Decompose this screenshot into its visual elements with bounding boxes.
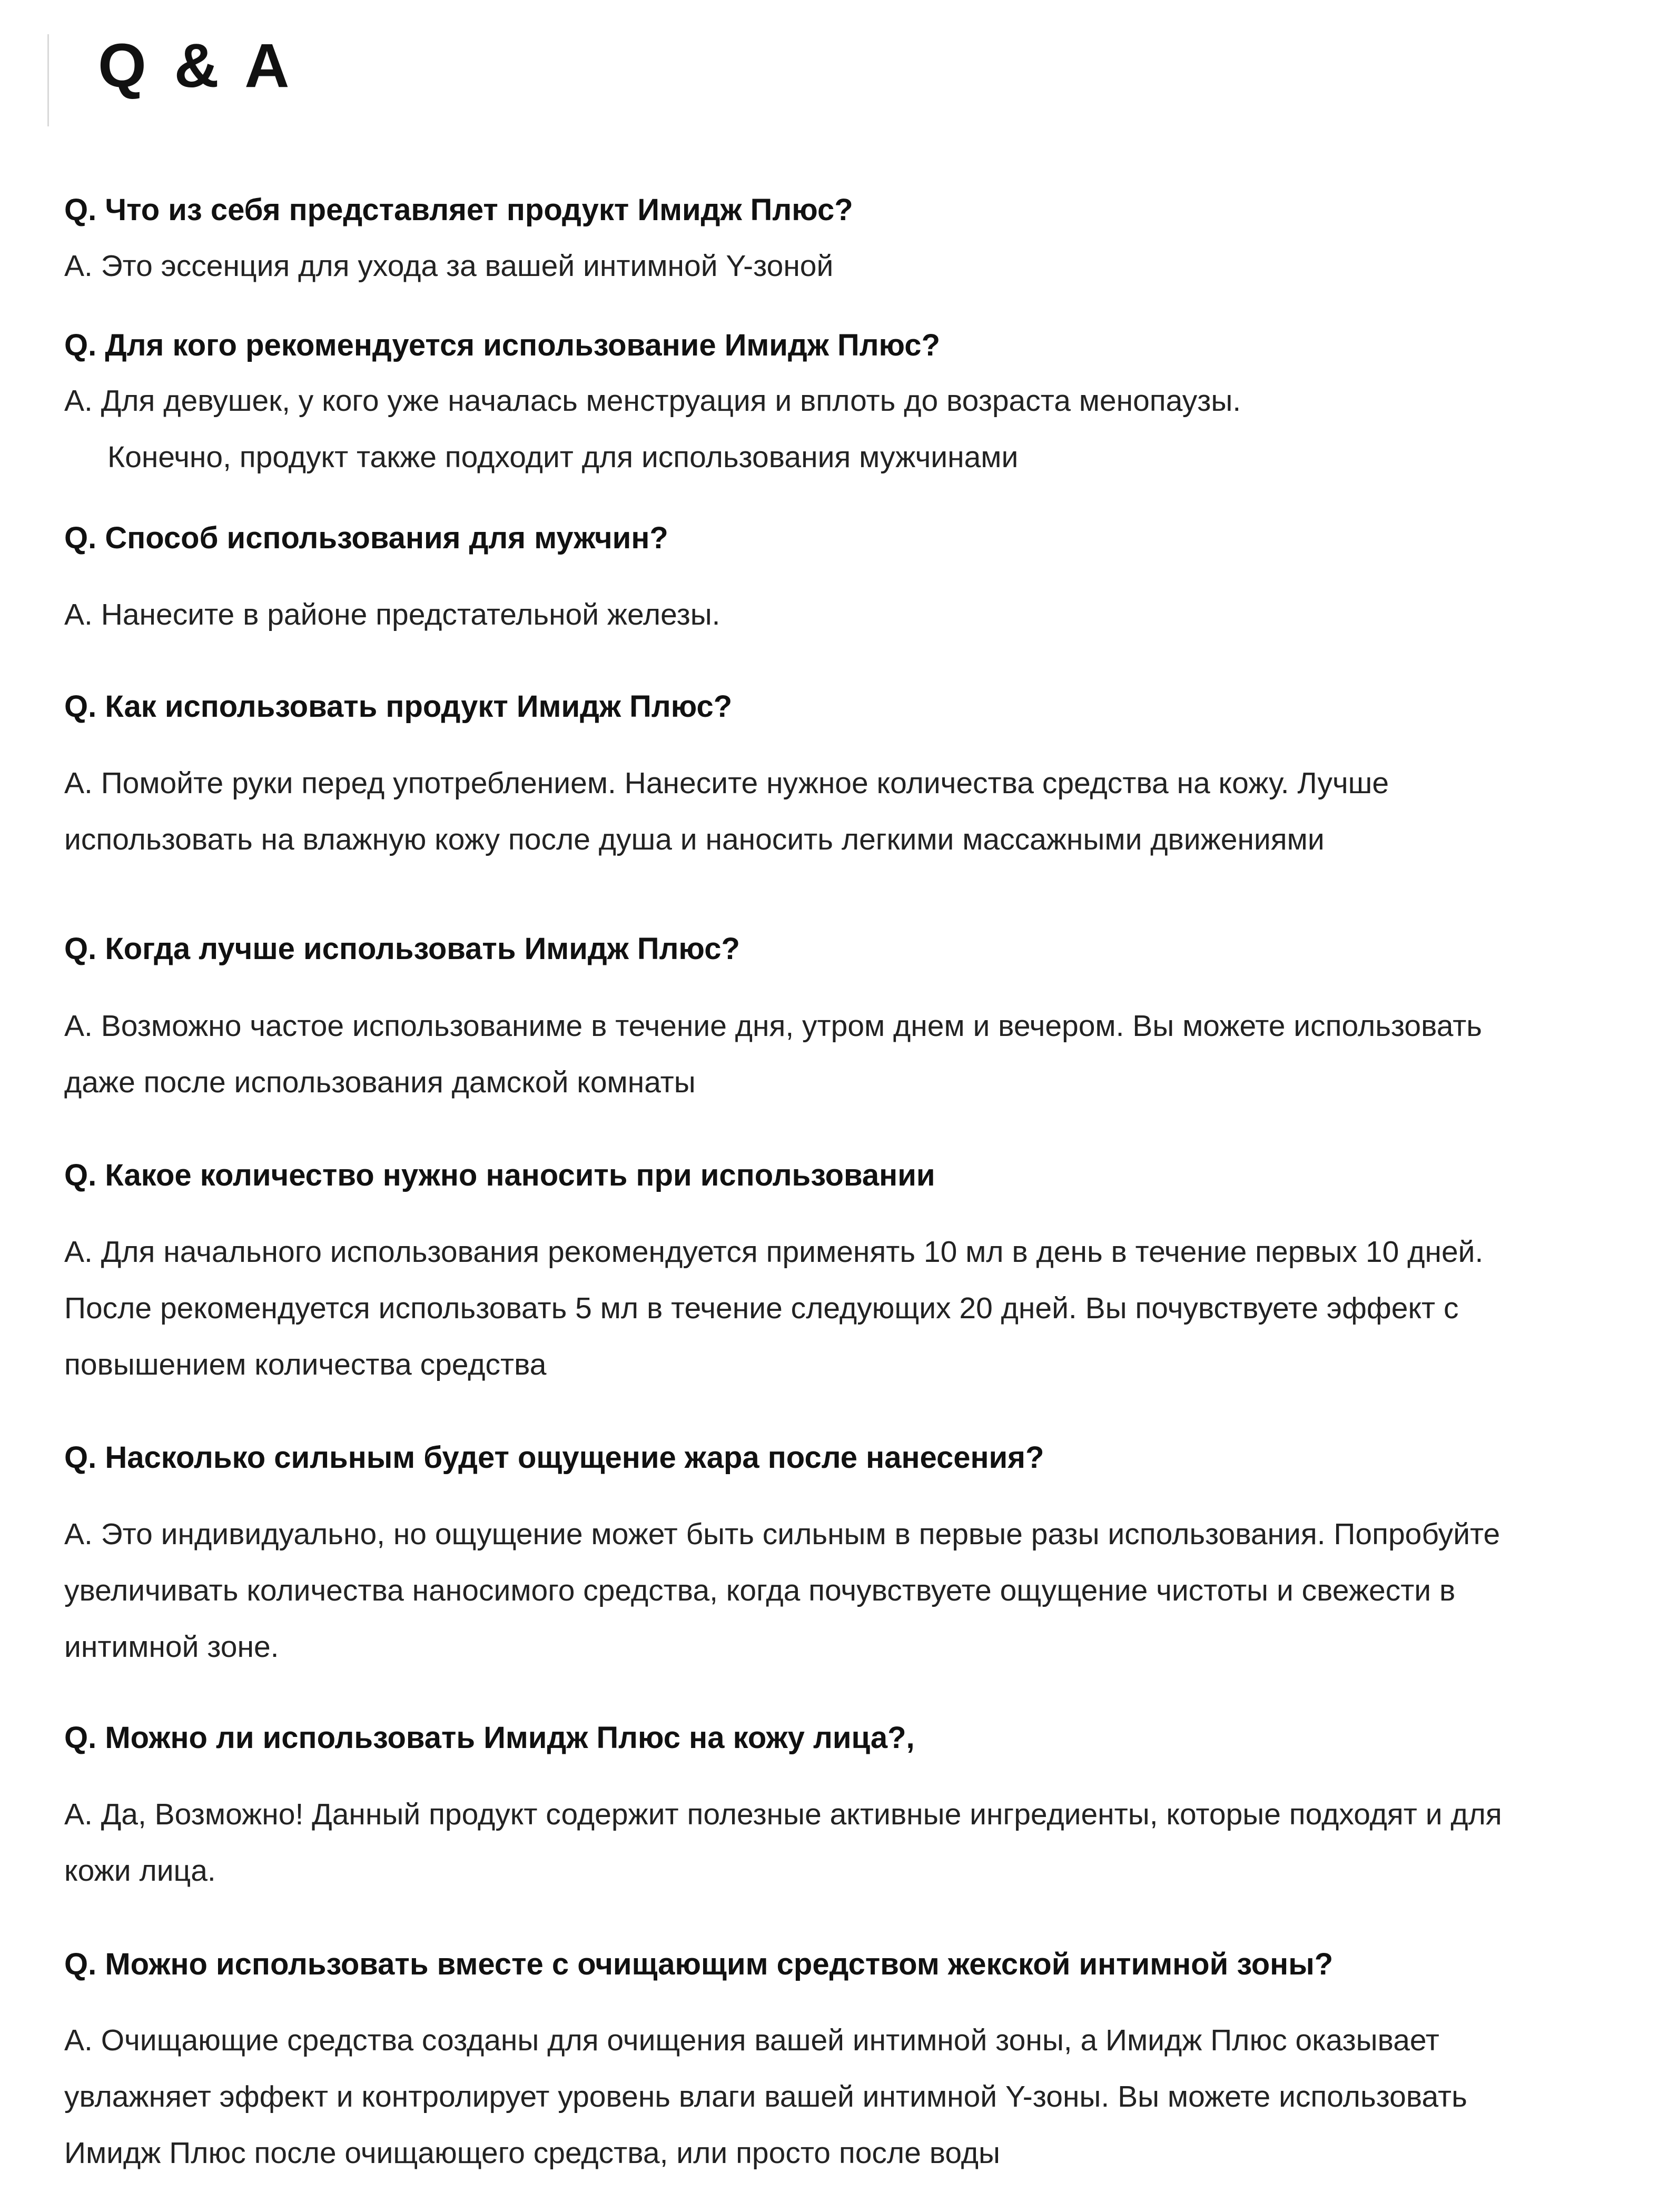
answer-text [64, 1506, 1602, 1675]
answer-line: A. Это эссенция для ухода за вашей интимной Y-зоной [64, 249, 834, 283]
answer-line: Имидж Плюс после очищающего средства, или просто после воды [64, 2136, 1001, 2170]
answer-text [64, 587, 1602, 643]
answer-line: повышением количества средства [64, 1348, 547, 1381]
answer-line: Конечно, продукт также подходит для использования мужчинами [107, 440, 1019, 474]
answer-line: A. Это индивидуально, но ощущение может быть сильным в первые разы использования. Попробуйте [64, 1517, 1500, 1551]
answer-text [64, 2012, 1602, 2181]
answer-text [64, 238, 1602, 294]
question-text: Q. Какое количество нужно наносить при использовании [64, 1158, 935, 1192]
answer-line: кожи лица. [64, 1854, 216, 1888]
answer-line: использовать на влажную кожу после душа и наносить легкими массажными движениями [64, 823, 1325, 856]
question-text: Q. Когда лучше использовать Имидж Плюс? [64, 932, 740, 966]
question-text: Q. Что из себя представляет продукт Имидж Плюс? [64, 193, 853, 227]
question-text: Q. Насколько сильным будет ощущение жара после нанесения? [64, 1440, 1044, 1475]
answer-text [64, 373, 1602, 486]
answer-line: A. Для девушек, у кого уже началась менструация и вплоть до возраста менопаузы. [64, 384, 1241, 418]
page-title: Q & A [98, 31, 292, 101]
answer-line: A. Для начального использования рекомендуется применять 10 мл в день в течение первых 10 дней. [64, 1235, 1484, 1269]
question-text: Q. Для кого рекомендуется использование Имидж Плюс? [64, 328, 940, 362]
answer-line: A. Нанесите в районе предстательной железы. [64, 598, 720, 631]
answer-text [64, 755, 1602, 868]
answer-line: A. Да, Возможно! Данный продукт содержит полезные активные ингредиенты, которые подходят и для [64, 1798, 1502, 1831]
question-text: Q. Как использовать продукт Имидж Плюс? [64, 689, 733, 724]
answer-line: интимной зоне. [64, 1630, 279, 1664]
question-text: Q. Можно ли использовать Имидж Плюс на кожу лица?, [64, 1721, 915, 1755]
answer-line: даже после использования дамской комнаты [64, 1065, 696, 1099]
answer-text [64, 1224, 1602, 1393]
answer-line: A. Возможно частое использованиме в течение дня, утром днем и вечером. Вы можете использовать [64, 1009, 1482, 1043]
answer-line: После рекомендуется использовать 5 мл в течение следующих 20 дней. Вы почувствуете эффект с [64, 1291, 1459, 1325]
answer-line: A. Очищающие средства созданы для очищения вашей интимной зоны, а Имидж Плюс оказывает [64, 2023, 1439, 2057]
answer-line: увлажняет эффект и контролирует уровень влаги вашей интимной Y-зоны. Вы можете использовать [64, 2080, 1467, 2114]
answer-line: A. Помойте руки перед употреблением. Нанесите нужное количества средства на кожу. Лучше [64, 766, 1389, 800]
answer-text [64, 998, 1602, 1111]
question-text: Q. Способ использования для мужчин? [64, 521, 668, 555]
question-text: Q. Можно использовать вместе с очищающим средством жекской интимной зоны? [64, 1947, 1334, 1981]
answer-line: увеличивать количества наносимого средства, когда почувствуете ощущение чистоты и свежести в [64, 1574, 1456, 1607]
answer-text [64, 1786, 1602, 1899]
